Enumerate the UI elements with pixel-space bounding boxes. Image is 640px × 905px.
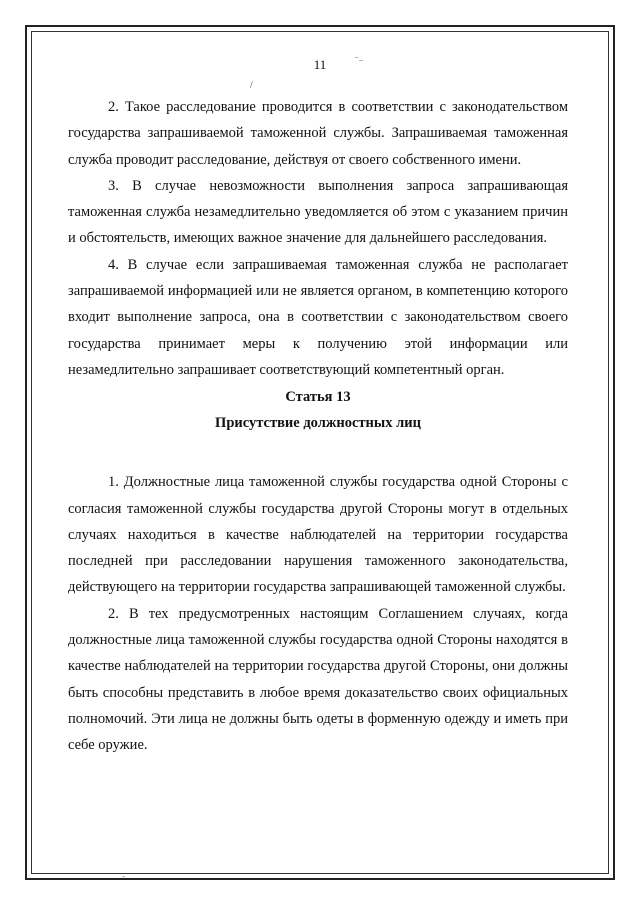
article13-paragraph-1: 1. Должностные лица таможенной службы государства одной Стороны с согласия таможенной службы государства другой Стороны могут в отдельных случаях находиться в качестве наблюдателей на территории государства последней при расследовании нарушения таможенного законодательства, действующего на территории государства запрашивающей таможенной службы.: [68, 474, 568, 596]
article13-paragraph-2: 2. В тех предусмотренных настоящим Соглашением случаях, когда должностные лица таможенной службы государства одной Стороны находятся в качестве наблюдателей на территории государства другой Стороны, они должны быть способны представить в любое время доказательство своих официальных полномочий. Эти лица не должны быть одеты в форменную одежду и иметь при себе оружие.: [68, 605, 568, 754]
article12-paragraph-4: 4. В случае если запрашиваемая таможенная служба не располагает запрашиваемой информацией или не является органом, в компетенцию которого входит выполнение запроса, она в соответствии с законодательством своего государства принимает меры к получению этой информации или незамедлительно запрашивает соответствующий компетентный орган.: [68, 256, 568, 378]
scan-mark: ˎ: [122, 867, 126, 878]
article12-paragraph-3: 3. В случае невозможности выполнения запроса запрашивающая таможенная служба незамедлительно уведомляется об этом с указанием причин и обстоятельств, имеющих важное значение для дальнейшего расследования.: [68, 177, 568, 247]
document-body: [68, 94, 568, 759]
scan-mark: ‾⁻: [355, 58, 364, 69]
section-spacer: [68, 436, 568, 469]
page-number: 11: [313, 57, 327, 72]
article12-paragraph-2: 2. Такое расследование проводится в соответствии с законодательством государства запрашиваемой таможенной службы. Запрашиваемая таможенная служба проводит расследование, действуя от своего собственного имени.: [68, 99, 568, 168]
article13-title: Статья 13: [285, 389, 351, 406]
scan-mark: /: [250, 80, 253, 91]
article13-subtitle: Присутствие должностных лиц: [215, 415, 421, 432]
